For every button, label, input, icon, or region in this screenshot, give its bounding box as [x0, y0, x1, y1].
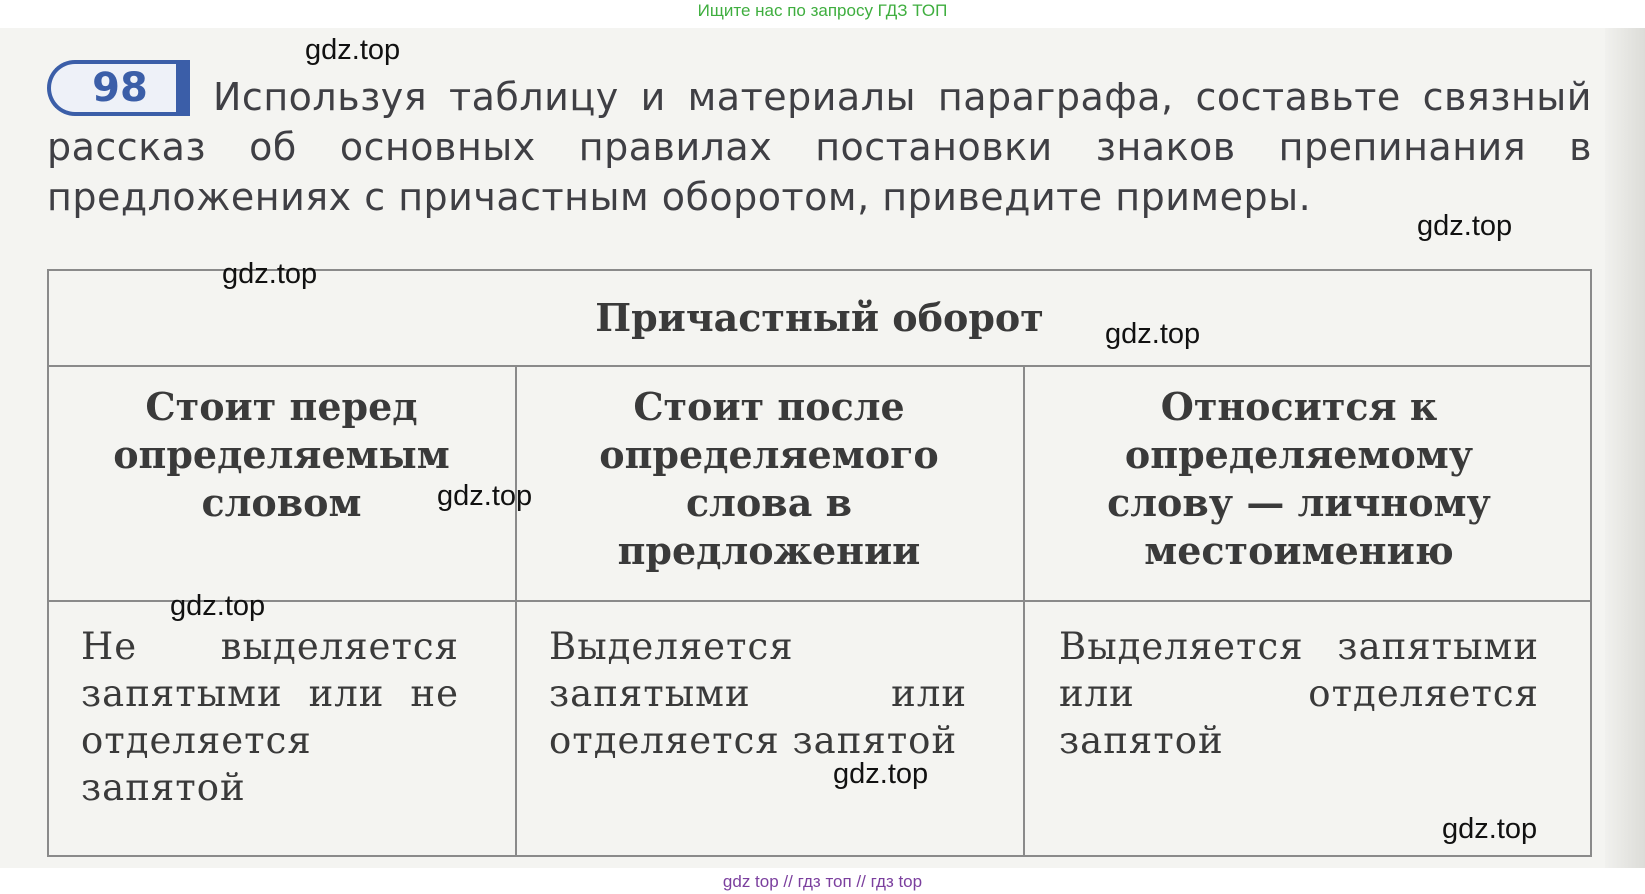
watermark: gdz.top — [1417, 210, 1513, 242]
column-heading-before: Стоит перед определяемым словом — [113, 384, 450, 525]
participle-table — [47, 269, 1592, 857]
watermark: gdz.top — [833, 758, 929, 790]
watermark: gdz.top — [305, 34, 401, 66]
table-divider — [1023, 365, 1025, 855]
watermark: gdz.top — [222, 258, 318, 290]
exercise-text: Используя таблицу и материалы параграфа, составьте связный рассказ об основных правилах постановки знаков препинания в предложениях с причастным оборотом, приведите примеры. — [47, 75, 1592, 219]
table-divider — [49, 600, 1590, 602]
watermark: gdz.top — [437, 480, 533, 512]
page-edge — [1605, 28, 1645, 868]
footer-links: gdz top // гдз топ // гдз top — [722, 872, 923, 891]
column-body-pronoun: Выделяется запятыми или отделяется запятой — [1059, 625, 1539, 762]
watermark: gdz.top — [170, 590, 266, 622]
column-heading-after: Стоит после определяемого слова в предложении — [599, 384, 939, 573]
table-title: Причастный оборот — [595, 295, 1044, 340]
column-heading-pronoun: Относится к определяемому слову — личному местоимению — [1107, 384, 1491, 573]
exercise-number: 98 — [92, 65, 148, 111]
column-body-before: Не выделяется запятыми или не отделяется запятой — [81, 625, 459, 809]
watermark: gdz.top — [1442, 813, 1538, 845]
table-divider — [49, 365, 1590, 367]
search-hint: Ищите нас по запросу ГДЗ ТОП — [697, 1, 948, 20]
table-divider — [515, 365, 517, 855]
watermark: gdz.top — [1105, 318, 1201, 350]
column-body-after: Выделяется запятыми или отделяется запятой — [549, 625, 967, 762]
